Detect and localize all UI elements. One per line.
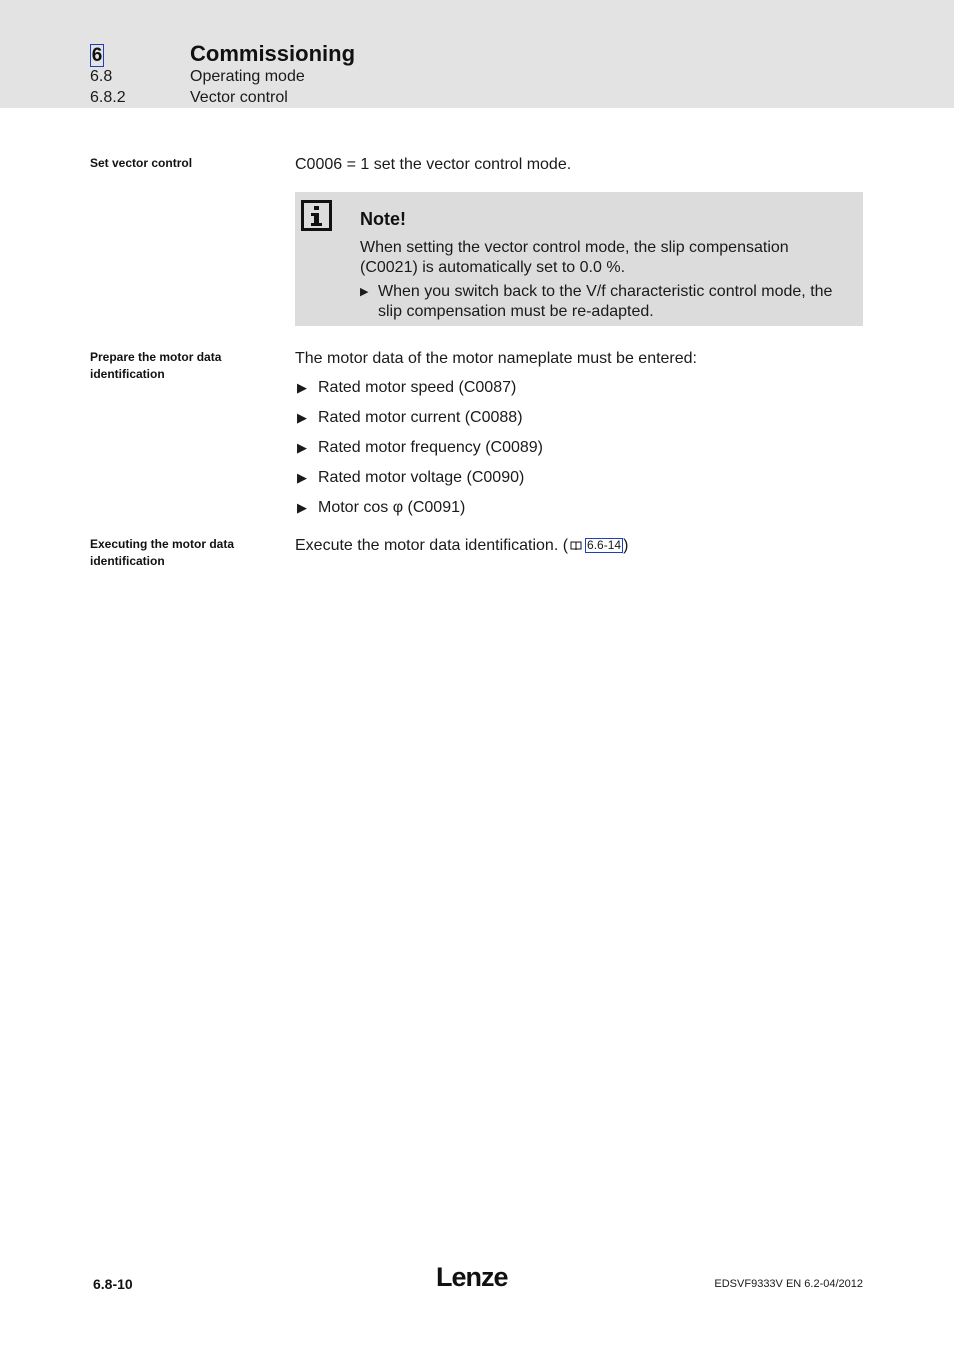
subsection-number: 6.8.2 bbox=[90, 89, 126, 106]
prepare-intro: The motor data of the motor nameplate must be entered: bbox=[295, 350, 697, 367]
side-label-prepare: Prepare the motor data identification bbox=[90, 350, 222, 381]
page-number: 6.8-10 bbox=[93, 1276, 133, 1292]
chapter-title: Commissioning bbox=[190, 41, 356, 66]
execute-text-after: ) bbox=[623, 537, 629, 554]
bullet-triangle-icon: ▶ bbox=[297, 440, 307, 455]
execute-text bbox=[295, 536, 628, 556]
bullet-triangle-icon: ▶ bbox=[297, 410, 307, 425]
execute-text-before: Execute the motor data identification. ( bbox=[295, 537, 569, 554]
bullet-triangle-icon: ▶ bbox=[360, 286, 369, 298]
section-title: Operating mode bbox=[190, 68, 305, 85]
list-item-text: Rated motor voltage (C0090) bbox=[318, 469, 525, 486]
info-icon bbox=[301, 200, 332, 231]
bullet-triangle-icon: ▶ bbox=[297, 470, 307, 485]
document-id: EDSVF9333V EN 6.2-04/2012 bbox=[714, 1278, 863, 1290]
note-text: When setting the vector control mode, the slip compensation (C0021) is automatically set to 0.0 %. bbox=[360, 239, 789, 276]
list-item bbox=[297, 468, 524, 488]
bullet-triangle-icon: ▶ bbox=[297, 380, 307, 395]
note-box bbox=[295, 192, 863, 326]
set-vector-text: C0006 = 1 set the vector control mode. bbox=[295, 156, 572, 173]
subsection-title: Vector control bbox=[190, 89, 288, 106]
note-bullet-text: When you switch back to the V/f characteristic control mode, the slip compensation must be re-adapted. bbox=[378, 283, 833, 320]
list-item-text: Motor cos φ (C0091) bbox=[318, 499, 466, 516]
list-item bbox=[297, 438, 543, 458]
lenze-logo: Lenze bbox=[436, 1262, 508, 1292]
list-item-text: Rated motor current (C0088) bbox=[318, 409, 523, 426]
bullet-triangle-icon: ▶ bbox=[297, 500, 307, 515]
note-bullet bbox=[360, 282, 855, 322]
side-label-set-vector: Set vector control bbox=[90, 156, 193, 170]
list-item-text: Rated motor frequency (C0089) bbox=[318, 439, 543, 456]
side-label-execute: Executing the motor data identification bbox=[90, 537, 235, 568]
page-reference-link[interactable]: 6.6-14 bbox=[587, 538, 622, 552]
list-item bbox=[297, 498, 465, 518]
section-number: 6.8 bbox=[90, 68, 113, 85]
list-item-text: Rated motor speed (C0087) bbox=[318, 379, 517, 396]
list-item bbox=[297, 408, 523, 428]
page-header bbox=[0, 0, 954, 108]
note-title: Note! bbox=[360, 209, 406, 229]
list-item bbox=[297, 378, 516, 398]
chapter-number-link[interactable]: 6 bbox=[91, 45, 103, 66]
book-icon bbox=[570, 541, 582, 551]
